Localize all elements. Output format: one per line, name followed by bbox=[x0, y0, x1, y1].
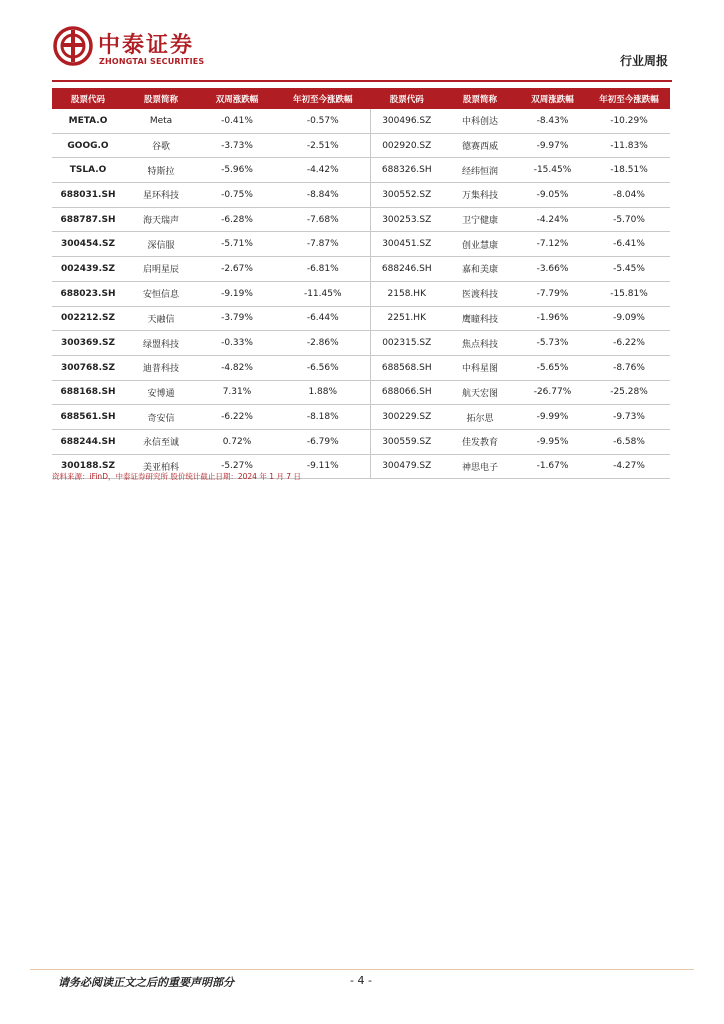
table-cell: -2.51% bbox=[276, 133, 370, 158]
table-cell: 奇安信 bbox=[124, 405, 198, 430]
table-cell: -5.73% bbox=[517, 331, 588, 356]
table-cell: 300768.SZ bbox=[52, 355, 124, 380]
table-cell: 天融信 bbox=[124, 306, 198, 331]
table-cell: 迪普科技 bbox=[124, 355, 198, 380]
table-cell: -4.24% bbox=[517, 207, 588, 232]
table-cell: -25.28% bbox=[588, 380, 670, 405]
table-row bbox=[52, 331, 670, 356]
table-cell: -6.58% bbox=[588, 429, 670, 454]
table-row bbox=[52, 355, 670, 380]
table-cell: 300369.SZ bbox=[52, 331, 124, 356]
table-cell: 688561.SH bbox=[52, 405, 124, 430]
table-cell: -3.66% bbox=[517, 257, 588, 282]
table-row bbox=[52, 380, 670, 405]
table-cell: 佳发教育 bbox=[443, 429, 517, 454]
table-row bbox=[52, 306, 670, 331]
table-cell: -1.67% bbox=[517, 454, 588, 479]
table-cell: -6.81% bbox=[276, 257, 370, 282]
table-cell: -15.45% bbox=[517, 158, 588, 183]
table-cell: -8.04% bbox=[588, 183, 670, 208]
table-cell: -0.33% bbox=[198, 331, 276, 356]
table-cell: 安恒信息 bbox=[124, 281, 198, 306]
table-cell: 创业慧康 bbox=[443, 232, 517, 257]
table-cell: -11.83% bbox=[588, 133, 670, 158]
table-cell: 中科创达 bbox=[443, 109, 517, 133]
table-cell: 7.31% bbox=[198, 380, 276, 405]
table-cell: 美亚柏科 bbox=[124, 454, 198, 479]
table-cell: -8.76% bbox=[588, 355, 670, 380]
table-cell: -2.67% bbox=[198, 257, 276, 282]
table-cell: 永信至诚 bbox=[124, 429, 198, 454]
table-cell: 特斯拉 bbox=[124, 158, 198, 183]
table-cell: 医渡科技 bbox=[443, 281, 517, 306]
table-body bbox=[52, 109, 670, 479]
table-cell: -6.41% bbox=[588, 232, 670, 257]
table-cell: 海天瑞声 bbox=[124, 207, 198, 232]
table-row bbox=[52, 183, 670, 208]
table-cell: 卫宁健康 bbox=[443, 207, 517, 232]
table-row bbox=[52, 158, 670, 183]
table-cell: -5.65% bbox=[517, 355, 588, 380]
table-cell: GOOG.O bbox=[52, 133, 124, 158]
column-header: 双周涨跌幅 bbox=[517, 88, 588, 109]
table-cell: -5.27% bbox=[198, 454, 276, 479]
table-cell: 688168.SH bbox=[52, 380, 124, 405]
table-cell: 688023.SH bbox=[52, 281, 124, 306]
table-cell: 航天宏图 bbox=[443, 380, 517, 405]
table-cell: -4.42% bbox=[276, 158, 370, 183]
column-header: 年初至今涨跌幅 bbox=[276, 88, 370, 109]
table-row bbox=[52, 109, 670, 133]
table-row bbox=[52, 207, 670, 232]
table-cell: -3.79% bbox=[198, 306, 276, 331]
table-cell: 神思电子 bbox=[443, 454, 517, 479]
table-cell: 2251.HK bbox=[370, 306, 443, 331]
table-cell: 688244.SH bbox=[52, 429, 124, 454]
table-cell: -5.96% bbox=[198, 158, 276, 183]
brand-name-en: ZHONGTAI SECURITIES bbox=[99, 57, 205, 66]
table-cell: -5.71% bbox=[198, 232, 276, 257]
table-row bbox=[52, 405, 670, 430]
table-cell: -15.81% bbox=[588, 281, 670, 306]
table-cell: 深信服 bbox=[124, 232, 198, 257]
table-cell: -6.22% bbox=[588, 331, 670, 356]
footer-disclaimer: 请务必阅读正文之后的重要声明部分 bbox=[58, 976, 234, 989]
table-cell: -9.19% bbox=[198, 281, 276, 306]
table-cell: 绿盟科技 bbox=[124, 331, 198, 356]
table-cell: -10.29% bbox=[588, 109, 670, 133]
table-cell: -5.70% bbox=[588, 207, 670, 232]
table-cell: 002212.SZ bbox=[52, 306, 124, 331]
table-cell: -26.77% bbox=[517, 380, 588, 405]
table-cell: 300451.SZ bbox=[370, 232, 443, 257]
table-cell: 300479.SZ bbox=[370, 454, 443, 479]
table-cell: 启明星辰 bbox=[124, 257, 198, 282]
page-header bbox=[0, 0, 724, 90]
table-cell: 0.72% bbox=[198, 429, 276, 454]
table-cell: 300552.SZ bbox=[370, 183, 443, 208]
table-cell: 2158.HK bbox=[370, 281, 443, 306]
table-cell: -9.11% bbox=[276, 454, 370, 479]
table-cell: 688031.SH bbox=[52, 183, 124, 208]
table-cell: 焦点科技 bbox=[443, 331, 517, 356]
table-cell: -1.96% bbox=[517, 306, 588, 331]
table-cell: 300188.SZ bbox=[52, 454, 124, 479]
table-cell: -6.44% bbox=[276, 306, 370, 331]
table-row bbox=[52, 429, 670, 454]
table-row bbox=[52, 133, 670, 158]
table-cell: 300559.SZ bbox=[370, 429, 443, 454]
table-cell: -2.86% bbox=[276, 331, 370, 356]
page-number: - 4 - bbox=[350, 974, 372, 987]
table-cell: 688326.SH bbox=[370, 158, 443, 183]
table-cell: -9.05% bbox=[517, 183, 588, 208]
table-cell: 中科星图 bbox=[443, 355, 517, 380]
column-header: 股票代码 bbox=[370, 88, 443, 109]
table-cell: -4.82% bbox=[198, 355, 276, 380]
table-cell: 002439.SZ bbox=[52, 257, 124, 282]
table-cell: -0.41% bbox=[198, 109, 276, 133]
table-cell: -5.45% bbox=[588, 257, 670, 282]
table-cell: 鹰瞳科技 bbox=[443, 306, 517, 331]
table-cell: 德赛西威 bbox=[443, 133, 517, 158]
zhongtai-logo-icon bbox=[53, 26, 93, 66]
table-cell: -9.95% bbox=[517, 429, 588, 454]
table-cell: 002315.SZ bbox=[370, 331, 443, 356]
table-row bbox=[52, 232, 670, 257]
footer-divider bbox=[30, 969, 694, 970]
brand-name-cn: 中泰证券 bbox=[98, 33, 195, 58]
table-cell: -8.43% bbox=[517, 109, 588, 133]
table-cell: -9.09% bbox=[588, 306, 670, 331]
column-header: 股票简称 bbox=[443, 88, 517, 109]
table-cell: -9.97% bbox=[517, 133, 588, 158]
table-cell: -7.79% bbox=[517, 281, 588, 306]
table-cell: 嘉和美康 bbox=[443, 257, 517, 282]
table-cell: -0.57% bbox=[276, 109, 370, 133]
table-cell: 688568.SH bbox=[370, 355, 443, 380]
stock-performance-table bbox=[52, 88, 670, 479]
table-cell: -7.12% bbox=[517, 232, 588, 257]
table-cell: -18.51% bbox=[588, 158, 670, 183]
table-cell: -8.84% bbox=[276, 183, 370, 208]
table-cell: -6.22% bbox=[198, 405, 276, 430]
table-cell: 经纬恒润 bbox=[443, 158, 517, 183]
table-cell: -7.87% bbox=[276, 232, 370, 257]
table-row bbox=[52, 281, 670, 306]
table-cell: -6.56% bbox=[276, 355, 370, 380]
column-header: 股票代码 bbox=[52, 88, 124, 109]
table-cell: 300454.SZ bbox=[52, 232, 124, 257]
table-row bbox=[52, 257, 670, 282]
table-cell: -3.73% bbox=[198, 133, 276, 158]
table-cell: 谷歌 bbox=[124, 133, 198, 158]
report-type: 行业周报 bbox=[619, 54, 668, 68]
table-cell: 300229.SZ bbox=[370, 405, 443, 430]
table-cell: 星环科技 bbox=[124, 183, 198, 208]
table-cell: -0.75% bbox=[198, 183, 276, 208]
table-header-row bbox=[52, 88, 670, 109]
table-cell: -9.73% bbox=[588, 405, 670, 430]
table-cell: META.O bbox=[52, 109, 124, 133]
column-header: 股票简称 bbox=[124, 88, 198, 109]
source-note: 资料来源：iFinD，中泰证券研究所 股价统计截止日期：2024 年 1 月 7 日 bbox=[52, 472, 301, 481]
table-cell: -8.18% bbox=[276, 405, 370, 430]
table-cell: Meta bbox=[124, 109, 198, 133]
table-cell: 688246.SH bbox=[370, 257, 443, 282]
table-cell: -7.68% bbox=[276, 207, 370, 232]
table-cell: 1.88% bbox=[276, 380, 370, 405]
table-cell: -6.28% bbox=[198, 207, 276, 232]
table-cell: 万集科技 bbox=[443, 183, 517, 208]
table-cell: 002920.SZ bbox=[370, 133, 443, 158]
column-header: 双周涨跌幅 bbox=[198, 88, 276, 109]
table-cell: -4.27% bbox=[588, 454, 670, 479]
column-header: 年初至今涨跌幅 bbox=[588, 88, 670, 109]
table-cell: -9.99% bbox=[517, 405, 588, 430]
table-cell: 688066.SH bbox=[370, 380, 443, 405]
table-cell: 安博通 bbox=[124, 380, 198, 405]
table-cell: -11.45% bbox=[276, 281, 370, 306]
table-cell: -6.79% bbox=[276, 429, 370, 454]
table-cell: TSLA.O bbox=[52, 158, 124, 183]
table-cell: 拓尔思 bbox=[443, 405, 517, 430]
table-cell: 300253.SZ bbox=[370, 207, 443, 232]
header-divider bbox=[52, 80, 672, 82]
table-cell: 300496.SZ bbox=[370, 109, 443, 133]
table-cell: 688787.SH bbox=[52, 207, 124, 232]
